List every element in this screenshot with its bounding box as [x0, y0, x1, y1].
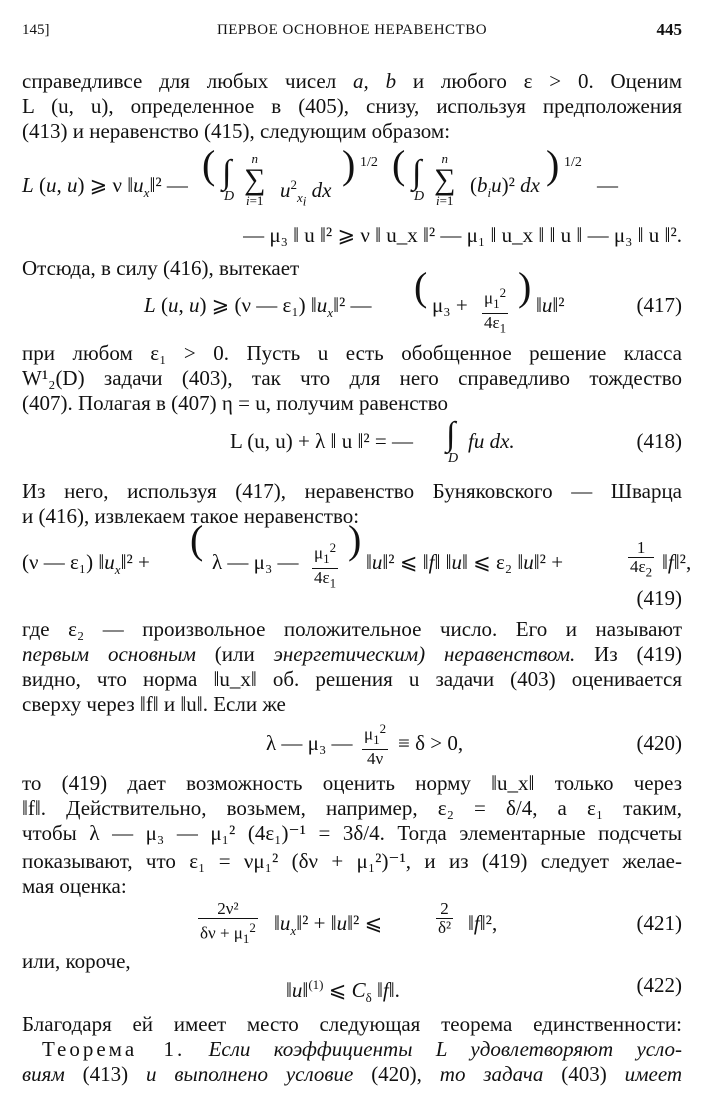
text-line: или, короче, [22, 949, 131, 973]
theorem-line: виям (413) и выполнено условие (420), то задача (403) имеет [22, 1062, 683, 1086]
equation-number: (419) [636, 586, 682, 610]
text-line: ‖f‖. Действительно, возьмем, например, ε₂ = δ/4, а ε₁ таким, [22, 796, 682, 820]
equation-number: (422) [636, 973, 682, 997]
text-line: Благодаря ей имеет место следующая теорема единственности: [22, 1012, 682, 1036]
equation-418: L (u, u) + λ ‖ u ‖² = — ∫ D fu dx. (418) [230, 416, 682, 466]
text-line: справедливсе для любых чисел a, b и любого ε > 0. Оценим [22, 69, 683, 93]
equation-number: (421) [636, 911, 682, 935]
section-number: 145] [22, 22, 50, 38]
equation-421: $\frac{\text{2ν²}}{\delta\nu + \mu_1^2}$ $‖u_x‖^2$ + ‖u‖² ⩽ $\frac{2}{\text{δ²}}$ ‖f‖², (421) [200, 899, 682, 947]
text-line: и (416), извлекаем такое неравенство: [22, 504, 360, 528]
equation-420: λ — μ₃ — $\frac{\mu_1^2}{4\nu}$ ≡ δ > 0, (420) [266, 721, 682, 769]
equation-number: (417) [636, 293, 682, 317]
text-line: W¹₂(D) задачи (403), так что для него справедливо тождество [22, 366, 682, 390]
text-line: Отсюда, в силу (416), вытекает [22, 256, 300, 280]
text-line: Из него, используя (417), неравенство Буняковского — Шварца [22, 479, 682, 503]
text-line: показывают, что ε₁ = νμ₁² (δν + μ₁²)⁻¹, и из (419) следует желае- [22, 849, 682, 873]
text-line: сверху через ‖f‖ и ‖u‖. Если же [22, 692, 286, 716]
equation-419: (ν — ε₁) $‖u_x‖^2$ + ( λ — μ₃ — $\frac{\mu_1^2}{4\varepsilon_1}$ ) ‖u‖² ⩽ ‖f‖ ‖u‖ ⩽ ε₂ ‖u‖² + $\frac{1}{4\varepsilon_2}$ ‖f‖², [22, 517, 692, 591]
text-line: L (u, u), определенное в (405), снизу, используя предположения [22, 94, 682, 118]
text-line: чтобы λ — μ₃ — μ₁² (4ε₁)⁻¹ = 3δ/4. Тогда элементарные подсчеты [22, 821, 682, 845]
equation-422: ‖u‖$^{(1)}$ ⩽ $C_\delta$ ‖f‖. (422) [286, 973, 682, 1006]
running-title: ПЕРВОЕ ОСНОВНОЕ НЕРАВЕНСТВО [216, 22, 488, 38]
text-line: где ε₂ — произвольное положительное число. Его и называют [22, 617, 682, 641]
text-line: (413) и неравенство (415), следующим образом: [22, 119, 451, 143]
running-header [22, 20, 682, 42]
inequality-line-2: — μ₃ ‖ u ‖² ⩾ ν ‖ u_x ‖² — μ₁ ‖ u_x ‖ ‖ u ‖ — μ₃ ‖ u ‖². [243, 223, 682, 247]
inequality-line-1: L (u, u) ⩾ ν $‖u_x‖^2$ — ( ∫ D n ∑ i=1 $u^2_{x_i}$ dx ) 1/2 ( ∫ D n ∑ i=1 $(b_iu)^2$ dx ) 1/2 — [22, 142, 618, 209]
page-number: 445 [656, 20, 682, 39]
equation-number: (418) [636, 429, 682, 453]
text-line: при любом ε₁ > 0. Пусть u есть обобщенное решение класса [22, 341, 682, 365]
equation-number: (420) [636, 731, 682, 755]
text-line: то (419) дает возможность оценить норму ‖u_x‖ только через [22, 771, 682, 795]
text-line: видно, что норма ‖u_x‖ об. решения u задачи (403) оценивается [22, 667, 682, 691]
equation-417: L (u, u) ⩾ (ν — ε₁) $‖u_x‖^2$ — ( μ₃ + $\frac{\mu_1^2}{4\varepsilon_1}$ ) ‖u‖² (417) [144, 264, 682, 336]
theorem-line: Теорема 1. Если коэффициенты L удовлетворяют усло- [42, 1037, 683, 1061]
text-line: мая оценка: [22, 874, 127, 898]
text-line: первым основным (или энергетическим) неравенством. Из (419) [22, 642, 682, 666]
text-line: (407). Полагая в (407) η = u, получим равенство [22, 391, 448, 415]
